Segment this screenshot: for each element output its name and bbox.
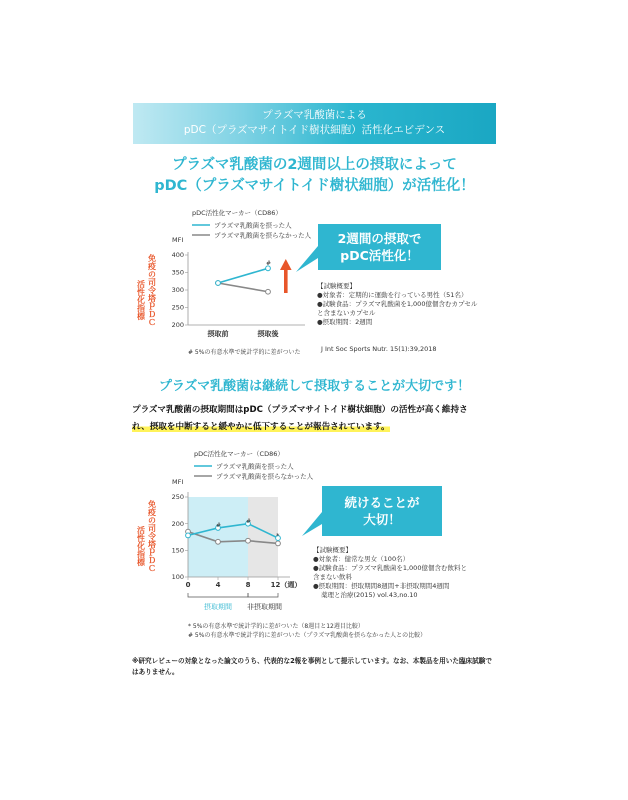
chart1-ylabel-b: 活性化指標 <box>136 280 146 320</box>
chart1-tick-label: 350 <box>171 268 184 277</box>
chart1-title: pDC活性化マーカー（CD86） <box>192 209 282 217</box>
chart2-tick-label: 150 <box>171 546 184 555</box>
summary2-food-cont: 含まない飲料 <box>313 573 352 581</box>
period-intake-label: 摂取期間 <box>204 603 232 611</box>
banner-line-1: プラズマ乳酸菌による <box>262 109 367 121</box>
chart1-tick-label: 300 <box>171 286 184 295</box>
chart2-x-label: 12（週） <box>270 581 302 589</box>
summary2-citation: 薬理と治療(2015) vol.43,no.10 <box>321 591 418 599</box>
intake-bracket <box>188 593 248 597</box>
period-non-intake-label: 非摂取期間 <box>247 603 282 611</box>
callout-1 <box>296 224 441 270</box>
section1-headline-line1: プラズマ乳酸菌の2週間以上の摂取によって <box>172 157 457 173</box>
chart2-ylabel-b: 活性化指標 <box>136 526 146 566</box>
study-summary-2 <box>313 546 503 600</box>
chart2-data-point <box>216 539 221 544</box>
disclaimer-note <box>132 656 504 678</box>
chart2-tick-label: 250 <box>171 493 184 502</box>
summary1-subjects: ●対象者：定期的に運動を行っている男性（51名） <box>317 291 468 299</box>
chart2-y-ticks <box>172 493 188 581</box>
banner-line-2: pDC（プラズマサイトイド樹状細胞）活性化エビデンス <box>183 124 446 136</box>
chart2-x-label: 4 <box>215 581 221 589</box>
chart1-data-point <box>266 289 271 294</box>
chart1-y-unit: MFI <box>172 236 184 244</box>
callout1-line1: 2週間の摂取で <box>337 231 422 246</box>
citation-1: J Int Soc Sports Nutr. 15(1):39,2018 <box>321 345 437 353</box>
chart2-data-point <box>246 538 251 543</box>
chart1-series-line <box>218 268 268 283</box>
disclaimer-line2: はありません。 <box>132 668 179 676</box>
non-intake-period-band <box>248 497 278 577</box>
summary2-title: 【試験概要】 <box>313 546 352 554</box>
callout-2 <box>302 486 442 538</box>
chart2-x-labels <box>186 577 302 589</box>
summary1-period: ●摂取期間：2週間 <box>317 318 373 326</box>
chart1-data-point <box>216 281 221 286</box>
section1-headline-line2: pDC（プラズマサイトイド樹状細胞）が活性化！ <box>154 178 475 194</box>
summary1-title: 【試験概要】 <box>317 282 356 290</box>
chart2-x-label: 8 <box>245 581 251 589</box>
chart2-ylabel-a: 免疫の司令塔ｐＤＣ <box>147 500 157 572</box>
paragraph-line1: プラズマ乳酸菌の摂取期間はpDC（プラズマサイトイド樹状細胞）の活性が高く維持さ <box>132 405 468 415</box>
chart1-x-label: 摂取前 <box>207 330 229 338</box>
chart1-y-ticks <box>172 251 188 329</box>
chart1-footnote: # 5%の有意水準で統計学的に差がついた <box>188 349 301 356</box>
chart1-tick-label: 400 <box>171 251 184 260</box>
non-intake-bracket <box>248 593 278 597</box>
paragraph-line2-highlight: れ、摂取を中断すると緩やかに低下することが報告されています。 <box>132 422 390 432</box>
disclaimer-line1: ※研究レビューの対象となった論文のうち、代表的な2報を事例として提示しています。なお、本製品を用いた臨床試験で <box>132 657 492 665</box>
chart2-tick-label: 200 <box>171 519 184 528</box>
chart1-ylabel-a: 免疫の司令塔ｐＤＣ <box>147 254 157 326</box>
chart1-legend-a: プラズマ乳酸菌を摂った人 <box>214 221 292 230</box>
study-summary-1 <box>317 282 502 327</box>
chart1-x-labels <box>207 329 280 338</box>
chart2-data-point <box>276 541 281 546</box>
callout2-line1: 続けることが <box>344 495 420 510</box>
summary2-period: ●摂取期間：摂取期間8週間+非摂取期間4週間 <box>313 582 450 590</box>
chart2-footnote-2: # 5%の有意水準で統計学的に差がついた（プラズマ乳酸菌を摂らなかった人との比較） <box>188 632 427 639</box>
chart2-title: pDC活性化マーカー（CD86） <box>194 450 284 458</box>
chart2-x-label: 0 <box>185 581 191 589</box>
chart1-hash: # <box>266 260 272 267</box>
chart2-legend-b: プラズマ乳酸菌を摂らなかった人 <box>216 472 314 481</box>
summary2-subjects: ●対象者：健常な男女（100名） <box>313 555 410 563</box>
chart1-x-label: 摂取後 <box>257 330 279 338</box>
intake-period-band <box>188 497 248 577</box>
chart2-hash-8w: # <box>246 518 252 525</box>
chart1-up-arrow <box>280 259 292 293</box>
section2-paragraph <box>132 402 502 436</box>
chart1-tick-label: 250 <box>171 303 184 312</box>
chart2-footnote-1: * 5%の有意水準で統計学的に差がついた（8週目と12週目比較） <box>188 623 364 630</box>
summary1-food: ●試験食品：プラズマ乳酸菌を1,000億個含むカプセル <box>317 300 478 308</box>
chart2-footnotes <box>188 622 508 640</box>
section1-headline <box>133 155 496 197</box>
chart-2 <box>130 444 330 619</box>
chart1-legend-b: プラズマ乳酸菌を摂らなかった人 <box>214 231 312 240</box>
callout1-line2: pDC活性化！ <box>340 248 419 263</box>
chart2-legend-a: プラズマ乳酸菌を摂った人 <box>216 462 294 471</box>
summary1-food-cont: と含まないカプセル <box>317 309 376 317</box>
chart1-series-line <box>218 283 268 292</box>
chart2-data-point <box>186 533 191 538</box>
chart2-y-unit: MFI <box>172 478 184 486</box>
header-banner <box>133 103 496 144</box>
chart2-tick-label: 100 <box>171 573 184 582</box>
chart2-hash-4w: # <box>216 522 222 529</box>
section2-headline: プラズマ乳酸菌は継続して摂取することが大切です！ <box>158 379 471 394</box>
summary2-food: ●試験食品：プラズマ乳酸菌を1,000億個含む飲料と <box>313 564 467 572</box>
chart2-star-12w: * <box>276 532 280 540</box>
chart1-series <box>216 266 271 294</box>
callout2-line2: 大切！ <box>363 512 401 527</box>
chart1-tick-label: 200 <box>171 321 184 330</box>
